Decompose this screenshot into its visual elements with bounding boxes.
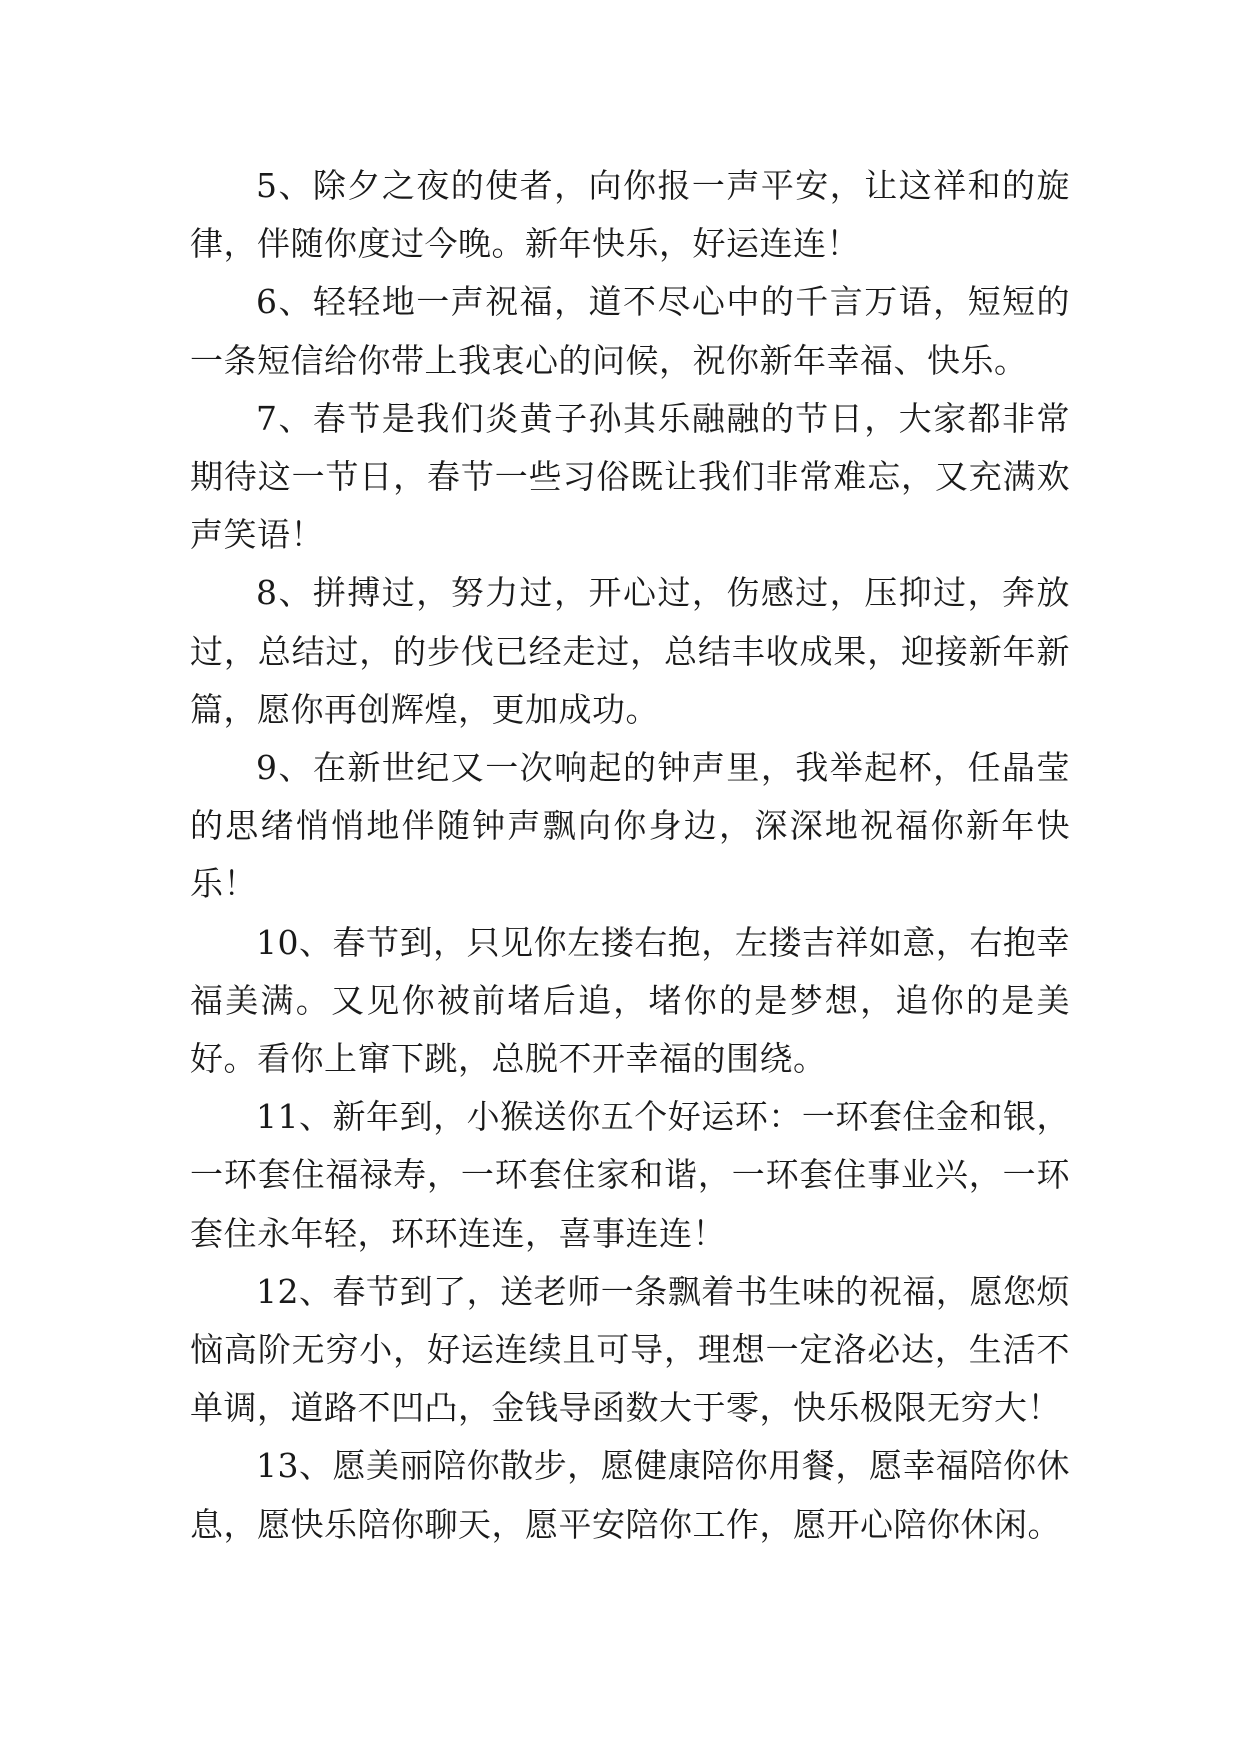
paragraph-12: 12、春节到了，送老师一条飘着书生味的祝福，愿您烦恼高阶无穷小，好运连续且可导，理想一定洛必达，生活不单调，道路不凹凸，金钱导函数大于零，快乐极限无穷大！ [190, 1271, 1070, 1428]
paragraph-10: 10、春节到，只见你左搂右抱，左搂吉祥如意，右抱幸福美满。又见你被前堵后追，堵你的是梦想，追你的是美好。看你上窜下跳，总脱不开幸福的围绕。 [190, 922, 1070, 1079]
paragraph-7: 7、春节是我们炎黄子孙其乐融融的节日，大家都非常期待这一节日，春节一些习俗既让我们非常难忘，又充满欢声笑语！ [190, 398, 1070, 555]
paragraph-6: 6、轻轻地一声祝福，道不尽心中的千言万语，短短的一条短信给你带上我衷心的问候，祝你新年幸福、快乐。 [190, 282, 1070, 380]
document-body [190, 157, 1070, 1554]
paragraph-8: 8、拼搏过，努力过，开心过，伤感过，压抑过，奔放过，总结过，的步伐已经走过，总结丰收成果，迎接新年新篇，愿你再创辉煌，更加成功。 [190, 573, 1070, 729]
paragraph-9: 9、在新世纪又一次响起的钟声里，我举起杯，任晶莹的思绪悄悄地伴随钟声飘向你身边，深深地祝福你新年快乐！ [190, 748, 1070, 904]
paragraph-13: 13、愿美丽陪你散步，愿健康陪你用餐，愿幸福陪你休息，愿快乐陪你聊天，愿平安陪你工作，愿开心陪你休闲。 [190, 1446, 1070, 1544]
paragraph-5: 5、除夕之夜的使者，向你报一声平安，让这祥和的旋律，伴随你度过今晚。新年快乐，好运连连！ [190, 166, 1070, 264]
paragraph-11: 11、新年到，小猴送你五个好运环：一环套住金和银，一环套住福禄寿，一环套住家和谐，一环套住事业兴，一环套住永年轻，环环连连，喜事连连！ [190, 1097, 1070, 1253]
